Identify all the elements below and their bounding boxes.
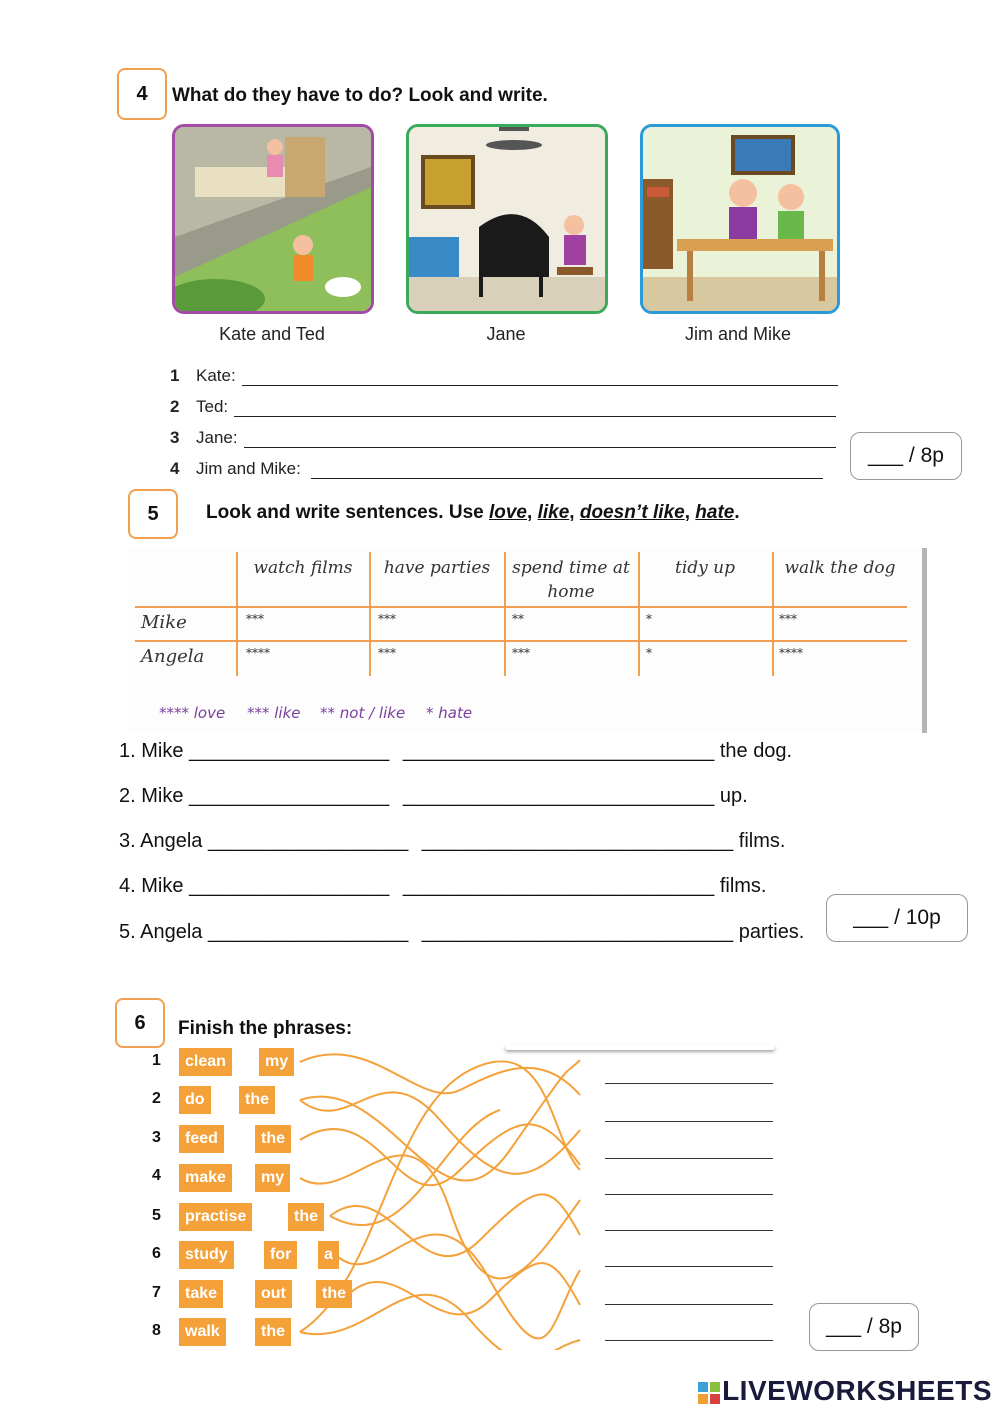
blank-verb[interactable]: __________________ <box>189 785 390 807</box>
ex6-row-number-2: 2 <box>152 1090 161 1107</box>
ex4-line-3 <box>170 428 836 448</box>
ex5-sentence-3 <box>119 830 785 853</box>
sentence-start: 1. Mike <box>119 740 184 762</box>
header-walk-the-dog: walk the dog <box>784 558 896 578</box>
sep: , <box>527 502 538 523</box>
ex6-row-number-3: 3 <box>152 1129 161 1146</box>
word-a: a <box>318 1241 339 1269</box>
word-my: my <box>259 1048 294 1076</box>
sentence-start: 4. Mike <box>119 875 184 897</box>
ex4-line-2 <box>170 397 836 417</box>
word-love: love <box>488 502 528 523</box>
line-label: Ted: <box>196 397 229 416</box>
sentence-end: films. <box>719 875 767 897</box>
word-the: the <box>239 1086 275 1114</box>
word-for: for <box>264 1241 297 1269</box>
legend-like: *** like <box>247 704 301 722</box>
legend-hate: * hate <box>426 704 473 722</box>
row-name-angela: Angela <box>141 646 205 667</box>
ex6-row-number-8: 8 <box>152 1322 161 1339</box>
ex6-score-box[interactable]: ___ / 8p <box>809 1303 919 1351</box>
stars-angela-watch-films: **** <box>246 646 270 660</box>
word-practise: practise <box>179 1203 252 1231</box>
sentence-end: parties. <box>738 921 805 943</box>
ex6-answer-line-7[interactable] <box>605 1304 773 1305</box>
header-watch-films: watch films <box>253 558 353 578</box>
answer-blank[interactable] <box>244 429 836 448</box>
ex5-score-box[interactable]: ___ / 10p <box>826 894 968 942</box>
ex5-sentence-2 <box>119 785 748 808</box>
word-clean: clean <box>179 1048 232 1076</box>
sentence-end: films. <box>738 830 786 852</box>
exercise-4-number: 4 <box>117 68 167 120</box>
legend-not-like: ** not / like <box>320 704 406 722</box>
sep: , <box>569 502 580 523</box>
likes-table <box>127 548 927 733</box>
stars-mike-watch-films: *** <box>246 612 264 626</box>
ex6-row-number-5: 5 <box>152 1207 161 1224</box>
logo-text: LIVEWORKSHEETS <box>722 1375 992 1406</box>
ex6-answer-line-8[interactable] <box>605 1340 773 1341</box>
title-prefix: Look and write sentences. Use <box>206 502 489 523</box>
stars-angela-have-parties: *** <box>378 646 396 660</box>
ex6-answer-line-3[interactable] <box>605 1158 773 1159</box>
header-tidy-up: tidy up <box>675 558 735 578</box>
header-have-parties: have parties <box>383 558 491 578</box>
blank-activity[interactable]: ____________________________ <box>402 740 715 762</box>
word-study: study <box>179 1241 234 1269</box>
ex5-sentence-4 <box>119 875 767 898</box>
line-number: 4 <box>170 459 180 478</box>
line-label: Jim and Mike: <box>196 459 301 478</box>
word-the: the <box>316 1280 352 1308</box>
line-number: 1 <box>170 366 180 385</box>
ex6-row-number-6: 6 <box>152 1245 161 1262</box>
sep: , <box>684 502 696 523</box>
word-hate: hate <box>695 502 735 523</box>
blank-verb[interactable]: __________________ <box>207 921 409 943</box>
ex6-row-number-4: 4 <box>152 1167 161 1184</box>
stars-mike-walk-dog: *** <box>779 612 797 626</box>
line-label: Jane: <box>196 428 238 447</box>
picture-jim-and-mike <box>640 124 840 314</box>
sentence-end: the dog. <box>719 740 793 762</box>
ex4-score-box[interactable]: ___ / 8p <box>850 432 962 480</box>
word-make: make <box>179 1164 232 1192</box>
word-out: out <box>255 1280 292 1308</box>
exercise-5-title <box>206 502 740 524</box>
ex6-answer-line-5[interactable] <box>605 1230 773 1231</box>
ex5-sentence-5 <box>119 921 804 944</box>
ex6-answer-line-2[interactable] <box>605 1121 773 1122</box>
word-doesnt-like: doesn’t like <box>579 502 685 523</box>
blank-activity[interactable]: ____________________________ <box>402 875 715 897</box>
stars-angela-tidy-up: * <box>646 646 652 660</box>
sentence-start: 2. Mike <box>119 785 184 807</box>
blank-verb[interactable]: __________________ <box>207 830 409 852</box>
sentence-end: up. <box>719 785 748 807</box>
sentence-start: 3. Angela <box>119 830 203 852</box>
exercise-4-title: What do they have to do? Look and write. <box>172 85 548 106</box>
caption-jim-and-mike: Jim and Mike <box>684 324 792 344</box>
legend-love: **** love <box>159 704 226 722</box>
word-the: the <box>288 1203 324 1231</box>
ex6-answer-line-6[interactable] <box>605 1266 773 1267</box>
picture-jane <box>406 124 608 314</box>
exercise-5-number: 5 <box>128 489 178 539</box>
answer-blank[interactable] <box>242 367 838 386</box>
exercise-6-number: 6 <box>115 998 165 1048</box>
line-label: Kate: <box>196 366 236 385</box>
stars-mike-have-parties: *** <box>378 612 396 626</box>
word-the: the <box>255 1125 291 1153</box>
word-like: like <box>537 502 570 523</box>
stars-angela-walk-dog: **** <box>779 646 803 660</box>
stars-angela-spend-time: *** <box>512 646 530 660</box>
ex5-sentence-1 <box>119 740 792 763</box>
answer-blank[interactable] <box>234 398 836 417</box>
title-end: . <box>734 502 740 523</box>
ex6-answer-line-4[interactable] <box>605 1194 773 1195</box>
liveworksheets-logo <box>698 1375 992 1407</box>
answer-blank[interactable] <box>311 460 823 479</box>
ex6-row-number-7: 7 <box>152 1284 161 1301</box>
blank-activity[interactable]: ____________________________ <box>421 921 734 943</box>
ex4-line-4 <box>170 459 823 479</box>
row-name-mike: Mike <box>141 612 187 633</box>
line-number: 2 <box>170 397 180 416</box>
ex4-line-1 <box>170 366 838 386</box>
line-number: 3 <box>170 428 180 447</box>
exercise-6-title: Finish the phrases: <box>178 1018 353 1039</box>
blank-activity[interactable]: ____________________________ <box>402 785 715 807</box>
stars-mike-tidy-up: * <box>646 612 652 626</box>
word-take: take <box>179 1280 223 1308</box>
stars-mike-spend-time: ** <box>512 612 524 626</box>
word-the: the <box>255 1318 291 1346</box>
caption-kate-and-ted: Kate and Ted <box>219 324 325 344</box>
sentence-start: 5. Angela <box>119 921 203 943</box>
word-my: my <box>255 1164 290 1192</box>
blank-verb[interactable]: __________________ <box>189 875 390 897</box>
word-walk: walk <box>179 1318 226 1346</box>
word-do: do <box>179 1086 211 1114</box>
word-feed: feed <box>179 1125 224 1153</box>
ex6-row-number-1: 1 <box>152 1052 161 1069</box>
blank-activity[interactable]: ____________________________ <box>421 830 734 852</box>
header-spend-time-at-home: spend time at home <box>512 558 630 602</box>
picture-kate-and-ted <box>172 124 374 314</box>
ex6-answer-line-1[interactable] <box>605 1083 773 1084</box>
blank-verb[interactable]: __________________ <box>189 740 390 762</box>
caption-jane: Jane <box>486 324 526 344</box>
logo-icon <box>698 1382 720 1404</box>
